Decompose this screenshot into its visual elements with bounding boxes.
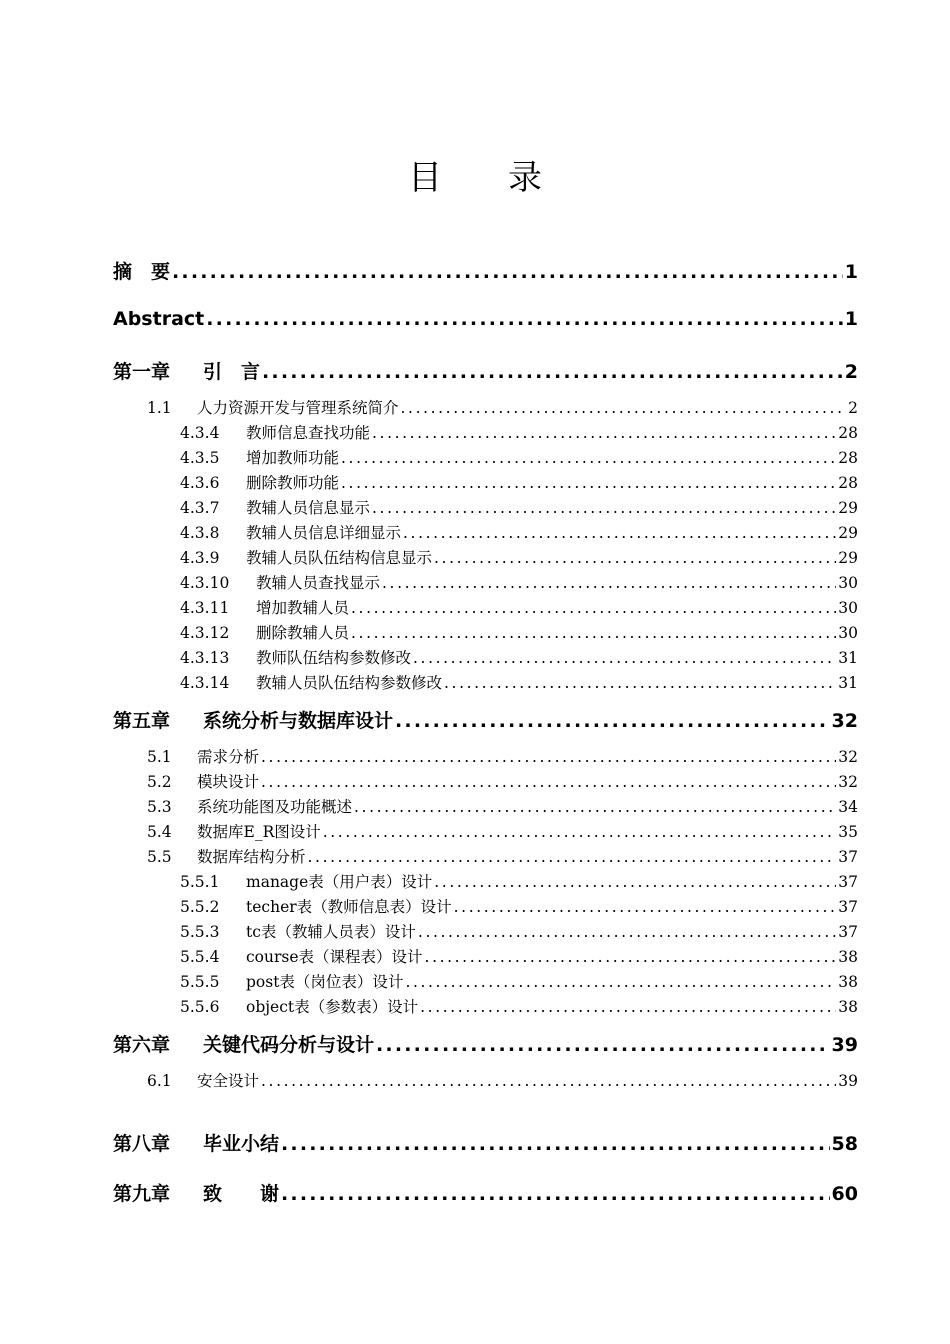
toc-entry-subsection[interactable]	[180, 471, 858, 493]
toc-section-number: 5.5	[147, 848, 172, 866]
toc-entry-label	[147, 820, 321, 842]
toc-page-number: 30	[838, 599, 858, 617]
toc-entry-label	[147, 745, 259, 767]
toc-entry-subsection[interactable]	[180, 945, 858, 967]
toc-entry-label	[180, 446, 339, 468]
toc-leader	[420, 998, 836, 1016]
toc-entry-label	[147, 396, 399, 418]
toc-entry-subsection[interactable]	[180, 970, 858, 992]
toc-title	[0, 150, 950, 199]
toc-section-number: 5.5.1	[180, 873, 220, 891]
toc-leader	[454, 898, 837, 916]
toc-section-number: 1.1	[147, 399, 172, 417]
toc-section-number: 4.3.10	[180, 574, 230, 592]
toc-entry-section[interactable]	[147, 845, 858, 867]
toc-entry-label	[113, 1179, 279, 1206]
toc-leader	[376, 1034, 830, 1056]
toc-leader	[434, 873, 836, 891]
toc-page-number: 28	[838, 424, 858, 442]
toc-entry-abstract-cn[interactable]	[113, 257, 858, 284]
toc-title-char-1: 目	[408, 158, 442, 198]
toc-leader	[172, 261, 843, 283]
toc-page-number: 39	[831, 1034, 858, 1056]
toc-section-title: object表（参数表）设计	[246, 998, 419, 1016]
toc-section-number: 4.3.6	[180, 474, 220, 492]
toc-section-number: 4.3.5	[180, 449, 220, 467]
toc-section-number: 5.5.4	[180, 948, 220, 966]
toc-chapter-title: 毕业小结	[203, 1133, 280, 1155]
toc-leader	[401, 399, 847, 417]
toc-section-number: 4.3.4	[180, 424, 220, 442]
toc-entry-subsection[interactable]	[180, 596, 858, 618]
toc-title-char-2: 录	[508, 158, 542, 198]
toc-section-title: 删除教师功能	[246, 474, 340, 492]
toc-page-number: 38	[838, 998, 858, 1016]
toc-section-number: 4.3.7	[180, 499, 220, 517]
toc-page-number: 31	[838, 649, 858, 667]
toc-leader	[308, 848, 837, 866]
toc-section-title: 教辅人员信息详细显示	[246, 524, 402, 542]
toc-page-number: 58	[831, 1133, 858, 1155]
toc-leader	[434, 549, 836, 567]
toc-page-number: 29	[838, 524, 858, 542]
toc-entry-label	[180, 471, 339, 493]
toc-entry-label	[113, 706, 393, 733]
toc-entry-label	[180, 970, 403, 992]
toc-leader	[341, 474, 836, 492]
toc-section-number: 4.3.9	[180, 549, 220, 567]
toc-page-number: 35	[838, 823, 858, 841]
toc-section-number: 4.3.12	[180, 624, 230, 642]
toc-page-number: 28	[838, 449, 858, 467]
toc-chapter-title: 系统分析与数据库设计	[203, 710, 394, 732]
toc-entry-subsection[interactable]	[180, 496, 858, 518]
toc-entry-label	[180, 546, 432, 568]
toc-leader	[323, 823, 837, 841]
toc-leader	[372, 424, 836, 442]
toc-entry-subsection[interactable]	[180, 446, 858, 468]
toc-leader	[354, 798, 836, 816]
toc-chapter-title: 引 言	[203, 361, 261, 383]
toc-section-number: 5.5.2	[180, 898, 220, 916]
toc-section-title: 教师队伍结构参数修改	[256, 649, 412, 667]
toc-entry-chapter-8[interactable]	[113, 1129, 858, 1156]
toc-section-number: 5.3	[147, 798, 172, 816]
toc-leader	[405, 973, 836, 991]
toc-page-number: 37	[838, 898, 858, 916]
toc-page-number: 1	[844, 308, 858, 330]
toc-page-number: 29	[838, 549, 858, 567]
toc-leader	[425, 948, 837, 966]
toc-entry-section[interactable]	[147, 745, 858, 767]
toc-section-title: 教辅人员队伍结构信息显示	[246, 549, 433, 567]
toc-section-number: 6.1	[147, 1072, 172, 1090]
toc-page-number: 38	[838, 973, 858, 991]
toc-section-title: 数据库结构分析	[197, 848, 306, 866]
toc-entry-chapter-1[interactable]	[113, 357, 858, 384]
toc-leader	[382, 574, 836, 592]
toc-entry-label	[180, 596, 349, 618]
toc-page-number: 32	[831, 710, 858, 732]
toc-entry-section[interactable]	[147, 396, 858, 418]
toc-section-title: 数据库E_R图设计	[197, 823, 321, 841]
toc-page-number: 34	[838, 798, 858, 816]
toc-leader	[444, 674, 836, 692]
toc-section-number: 4.3.8	[180, 524, 220, 542]
toc-leader	[281, 1183, 830, 1205]
toc-page-number: 2	[844, 361, 858, 383]
toc-chapter-title: 致 谢	[203, 1183, 280, 1205]
toc-entry-label	[147, 795, 352, 817]
toc-entry-section[interactable]	[147, 1069, 858, 1091]
toc-leader	[372, 499, 836, 517]
toc-section-number: 5.2	[147, 773, 172, 791]
toc-entry-label	[113, 357, 260, 384]
toc-section-number: 5.4	[147, 823, 172, 841]
toc-entry-label	[180, 895, 452, 917]
toc-leader	[341, 449, 836, 467]
toc-leader	[403, 524, 836, 542]
toc-entry-label	[147, 1069, 259, 1091]
toc-section-title: 教师信息查找功能	[246, 424, 371, 442]
toc-section-title: manage表（用户表）设计	[246, 873, 433, 891]
toc-page-number: 60	[831, 1183, 858, 1205]
toc-chapter-number: 第九章	[113, 1183, 171, 1205]
toc-page-number: 37	[838, 873, 858, 891]
toc-section-title: 教辅人员信息显示	[246, 499, 371, 517]
toc-section-title: 系统功能图及功能概述	[197, 798, 353, 816]
toc-entry-section[interactable]	[147, 820, 858, 842]
toc-entry-label	[113, 1030, 374, 1057]
toc-entry-subsection[interactable]	[180, 571, 858, 593]
toc-entry-label	[180, 621, 349, 643]
toc-entry-chapter-5[interactable]	[113, 706, 858, 733]
toc-entry-subsection[interactable]	[180, 546, 858, 568]
toc-page-number: 2	[848, 399, 858, 417]
toc-section-title: post表（岗位表）设计	[246, 973, 404, 991]
toc-page-number: 32	[838, 748, 858, 766]
toc-leader	[281, 1133, 830, 1155]
toc-section-number: 5.5.5	[180, 973, 220, 991]
toc-page-number: 39	[838, 1072, 858, 1090]
toc-entry-label	[180, 671, 442, 693]
toc-leader	[206, 308, 843, 330]
toc-leader	[261, 773, 836, 791]
toc-section-number: 5.1	[147, 748, 172, 766]
toc-leader	[395, 710, 830, 732]
toc-entry-label	[180, 945, 423, 967]
toc-entry-subsection[interactable]	[180, 421, 858, 443]
toc-page-number: 31	[838, 674, 858, 692]
toc-section-number: 4.3.13	[180, 649, 230, 667]
toc-page-number: 1	[844, 261, 858, 283]
toc-entry-subsection[interactable]	[180, 646, 858, 668]
toc-entry-subsection[interactable]	[180, 895, 858, 917]
toc-section-title: 模块设计	[197, 773, 260, 791]
toc-section-title: 增加教辅人员	[256, 599, 350, 617]
toc-section-title: 教辅人员查找显示	[256, 574, 381, 592]
toc-page-number: 29	[838, 499, 858, 517]
toc-entry-chapter-9[interactable]	[113, 1179, 858, 1206]
toc-entry-label	[113, 1129, 279, 1156]
toc-entry-subsection[interactable]	[180, 995, 858, 1017]
toc-section-number: 5.5.3	[180, 923, 220, 941]
toc-entry-subsection[interactable]	[180, 521, 858, 543]
toc-chapter-title: 关键代码分析与设计	[203, 1034, 375, 1056]
toc-leader	[418, 923, 836, 941]
toc-page-number: 30	[838, 624, 858, 642]
toc-entry-chapter-6[interactable]	[113, 1030, 858, 1057]
toc-chapter-number: 第一章	[113, 361, 171, 383]
toc-section-title: 教辅人员队伍结构参数修改	[256, 674, 443, 692]
toc-chapter-number: 第八章	[113, 1133, 171, 1155]
toc-entry-label	[180, 646, 411, 668]
toc-entry-abstract-en[interactable]	[113, 308, 858, 330]
toc-leader	[262, 361, 843, 383]
toc-entry-label: Abstract	[113, 308, 205, 330]
toc-entry-subsection[interactable]	[180, 870, 858, 892]
toc-entry-label	[180, 995, 418, 1017]
toc-entry-section[interactable]	[147, 770, 858, 792]
toc-section-title: course表（课程表）设计	[246, 948, 423, 966]
toc-section-title: 删除教辅人员	[256, 624, 350, 642]
toc-entry-subsection[interactable]	[180, 621, 858, 643]
toc-entry-label	[180, 496, 370, 518]
toc-entry-label	[180, 571, 380, 593]
toc-page-number: 37	[838, 848, 858, 866]
toc-entry-label	[180, 920, 416, 942]
toc-entry-section[interactable]	[147, 795, 858, 817]
toc-entry-label	[180, 870, 432, 892]
toc-page-number: 38	[838, 948, 858, 966]
toc-section-title: techer表（教师信息表）设计	[246, 898, 452, 916]
toc-page-number: 37	[838, 923, 858, 941]
toc-leader	[351, 624, 836, 642]
toc-section-title: 需求分析	[197, 748, 260, 766]
toc-leader	[413, 649, 836, 667]
toc-entry-label	[147, 845, 306, 867]
toc-chapter-number: 第五章	[113, 710, 171, 732]
toc-entry-label	[180, 421, 370, 443]
toc-section-title: 安全设计	[197, 1072, 260, 1090]
toc-leader	[261, 748, 836, 766]
toc-page-number: 32	[838, 773, 858, 791]
toc-leader	[351, 599, 836, 617]
toc-section-number: 4.3.11	[180, 599, 230, 617]
toc-section-number: 5.5.6	[180, 998, 220, 1016]
toc-section-title: 增加教师功能	[246, 449, 340, 467]
toc-section-title: tc表（教辅人员表）设计	[246, 923, 416, 941]
toc-section-number: 4.3.14	[180, 674, 230, 692]
toc-leader	[261, 1072, 836, 1090]
toc-page-number: 28	[838, 474, 858, 492]
toc-entry-subsection[interactable]	[180, 671, 858, 693]
toc-entry-label	[147, 770, 259, 792]
toc-entry-label: 摘 要	[113, 261, 171, 283]
toc-section-title: 人力资源开发与管理系统简介	[197, 399, 399, 417]
toc-chapter-number: 第六章	[113, 1034, 171, 1056]
toc-entry-subsection[interactable]	[180, 920, 858, 942]
toc-page-number: 30	[838, 574, 858, 592]
toc-entry-label	[180, 521, 401, 543]
